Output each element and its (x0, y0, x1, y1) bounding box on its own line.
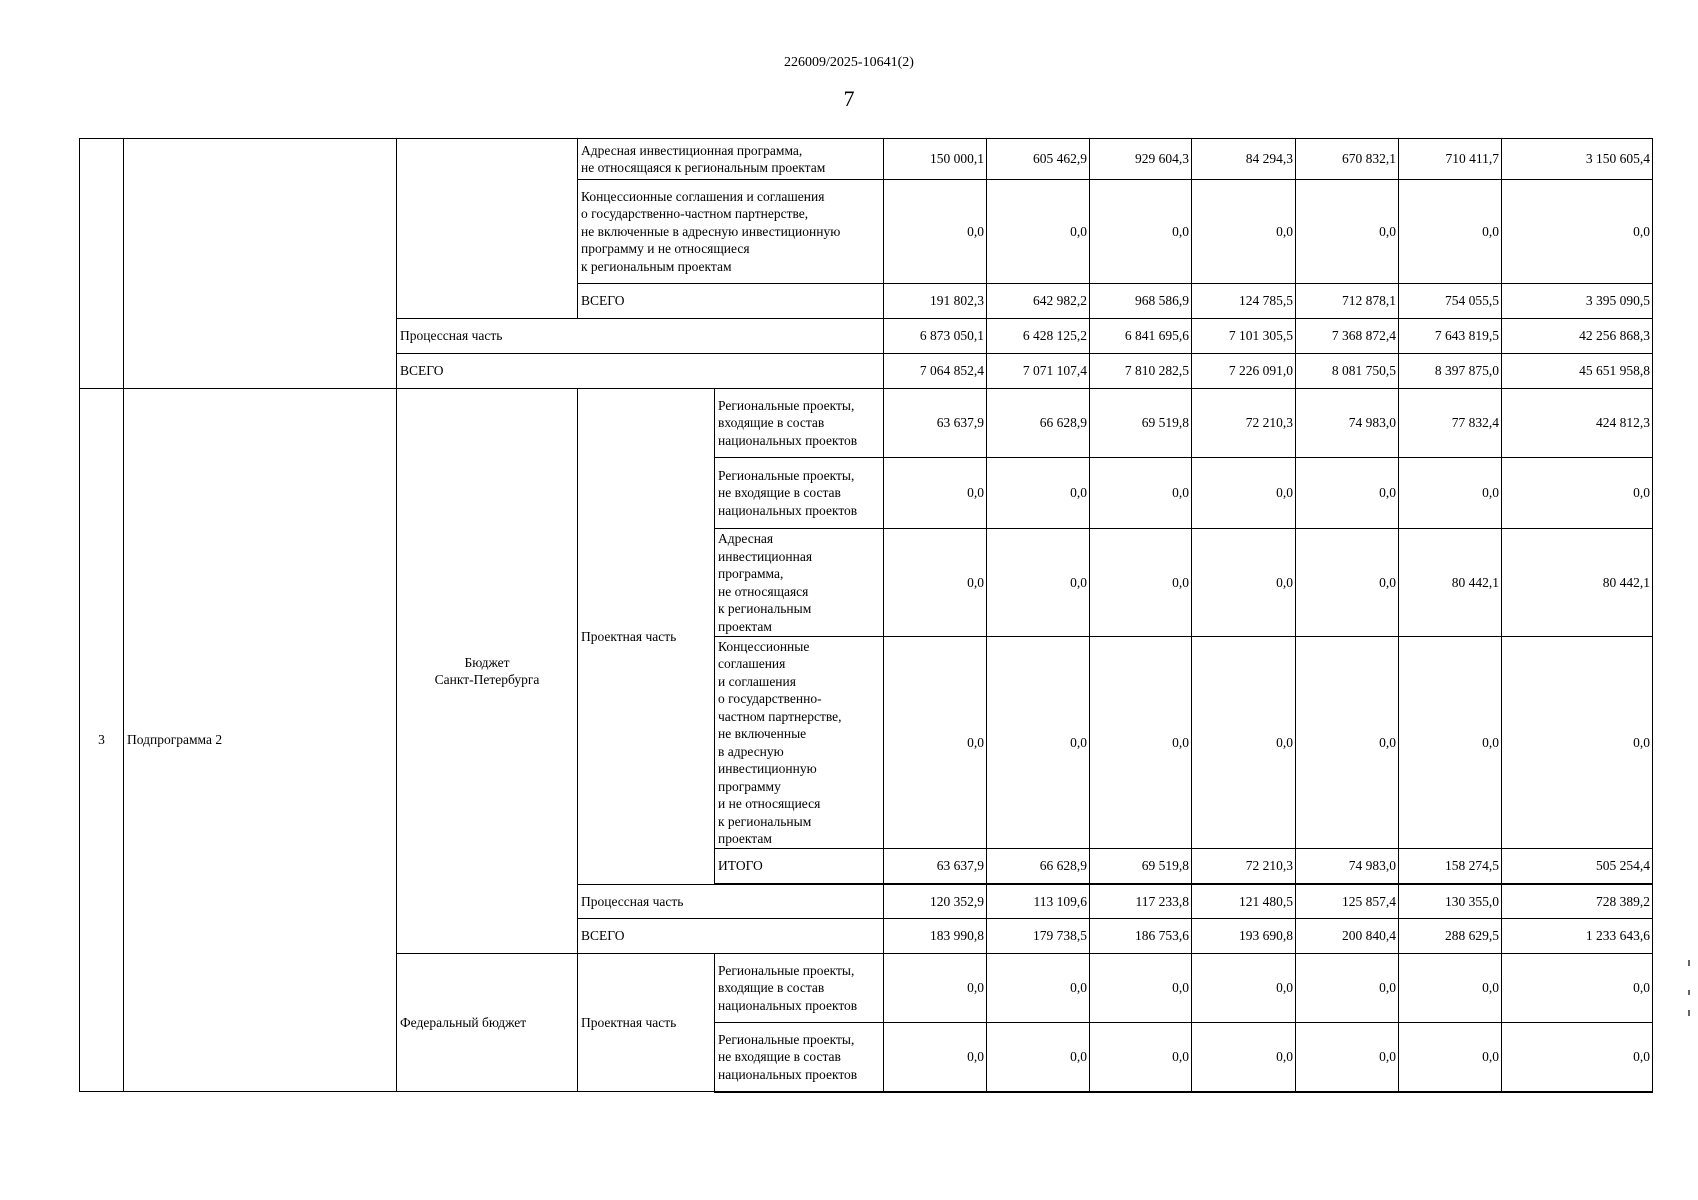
value-cell: 728 389,2 (1502, 885, 1653, 919)
value-cell: 0,0 (1399, 458, 1502, 529)
value-cell: 186 753,6 (1090, 919, 1192, 954)
row-label: ВСЕГО (578, 284, 884, 319)
value-cell: 605 462,9 (987, 139, 1090, 180)
value-cell: 0,0 (884, 954, 987, 1023)
value-cell: 63 637,9 (884, 389, 987, 458)
value-cell: 193 690,8 (1192, 919, 1296, 954)
value-cell: 505 254,4 (1502, 849, 1653, 884)
value-cell: 0,0 (884, 529, 987, 637)
value-cell: 0,0 (1192, 180, 1296, 284)
scan-mark (1688, 960, 1690, 966)
value-cell: 7 064 852,4 (884, 354, 987, 389)
value-cell: 74 983,0 (1296, 389, 1399, 458)
value-cell: 8 397 875,0 (1399, 354, 1502, 389)
value-cell: 0,0 (1296, 180, 1399, 284)
source-cell: Бюджет Санкт-Петербурга (397, 389, 578, 954)
value-cell: 42 256 868,3 (1502, 319, 1653, 354)
value-cell: 0,0 (1296, 1023, 1399, 1092)
value-cell: 929 604,3 (1090, 139, 1192, 180)
row-label: ИТОГО (715, 849, 884, 884)
row-label: ВСЕГО (397, 354, 884, 389)
budget-table (79, 138, 1653, 1093)
value-cell: 0,0 (1502, 637, 1653, 849)
value-cell: 80 442,1 (1399, 529, 1502, 637)
value-cell: 0,0 (1192, 954, 1296, 1023)
value-cell: 0,0 (884, 180, 987, 284)
row-label: ВСЕГО (578, 919, 884, 954)
scan-mark (1688, 1010, 1690, 1016)
value-cell: 1 233 643,6 (1502, 919, 1653, 954)
value-cell: 0,0 (1502, 1023, 1653, 1092)
value-cell: 710 411,7 (1399, 139, 1502, 180)
value-cell: 0,0 (1090, 458, 1192, 529)
value-cell: 0,0 (1399, 637, 1502, 849)
value-cell: 0,0 (1090, 1023, 1192, 1092)
value-cell: 183 990,8 (884, 919, 987, 954)
row-label: Региональные проекты, не входящие в состав национальных проектов (715, 1023, 884, 1092)
value-cell: 6 428 125,2 (987, 319, 1090, 354)
value-cell: 200 840,4 (1296, 919, 1399, 954)
row-number-cell (80, 139, 124, 389)
value-cell: 7 368 872,4 (1296, 319, 1399, 354)
row-number-cell: 3 (80, 389, 124, 1092)
value-cell: 0,0 (987, 458, 1090, 529)
value-cell: 0,0 (987, 954, 1090, 1023)
value-cell: 6 873 050,1 (884, 319, 987, 354)
document-number: 226009/2025-10641(2) (784, 55, 914, 70)
value-cell: 0,0 (1192, 637, 1296, 849)
value-cell: 63 637,9 (884, 849, 987, 884)
value-cell: 0,0 (884, 458, 987, 529)
value-cell: 0,0 (1502, 954, 1653, 1023)
value-cell: 0,0 (1296, 954, 1399, 1023)
value-cell: 3 150 605,4 (1502, 139, 1653, 180)
value-cell: 0,0 (987, 637, 1090, 849)
value-cell: 179 738,5 (987, 919, 1090, 954)
value-cell: 6 841 695,6 (1090, 319, 1192, 354)
page-number: 7 (843, 86, 855, 111)
value-cell: 0,0 (1090, 529, 1192, 637)
value-cell: 150 000,1 (884, 139, 987, 180)
row-label: Концессионные соглашения и соглашения о государственно- частном партнерстве, не включенные в адресную инвестиционную программу и не относящиеся к региональным проектам (715, 637, 884, 849)
value-cell: 0,0 (884, 1023, 987, 1092)
value-cell: 158 274,5 (1399, 849, 1502, 884)
value-cell: 191 802,3 (884, 284, 987, 319)
value-cell: 7 643 819,5 (1399, 319, 1502, 354)
source-cell: Федеральный бюджет (397, 954, 578, 1092)
value-cell: 124 785,5 (1192, 284, 1296, 319)
row-label: Адресная инвестиционная программа, не относящаяся к региональным проектам (715, 529, 884, 637)
value-cell: 0,0 (1192, 529, 1296, 637)
value-cell: 8 081 750,5 (1296, 354, 1399, 389)
value-cell: 66 628,9 (987, 849, 1090, 884)
value-cell: 288 629,5 (1399, 919, 1502, 954)
value-cell: 3 395 090,5 (1502, 284, 1653, 319)
value-cell: 0,0 (1090, 180, 1192, 284)
value-cell: 125 857,4 (1296, 885, 1399, 919)
value-cell: 77 832,4 (1399, 389, 1502, 458)
value-cell: 0,0 (1502, 180, 1653, 284)
program-name-cell (124, 139, 397, 389)
row-label: Процессная часть (397, 319, 884, 354)
value-cell: 74 983,0 (1296, 849, 1399, 884)
value-cell: 7 226 091,0 (1192, 354, 1296, 389)
table-row (80, 139, 1653, 180)
value-cell: 670 832,1 (1296, 139, 1399, 180)
value-cell: 712 878,1 (1296, 284, 1399, 319)
row-label: Региональные проекты, не входящие в состав национальных проектов (715, 458, 884, 529)
value-cell: 130 355,0 (1399, 885, 1502, 919)
value-cell: 0,0 (1192, 458, 1296, 529)
program-name-cell: Подпрограмма 2 (124, 389, 397, 1092)
row-label: Концессионные соглашения и соглашения о государственно-частном партнерстве, не включенные в адресную инвестиционную программу и не относящиеся к региональным проектам (578, 180, 884, 284)
value-cell: 0,0 (1090, 637, 1192, 849)
value-cell: 642 982,2 (987, 284, 1090, 319)
value-cell: 0,0 (1296, 529, 1399, 637)
value-cell: 0,0 (1192, 1023, 1296, 1092)
value-cell: 66 628,9 (987, 389, 1090, 458)
value-cell: 0,0 (987, 180, 1090, 284)
value-cell: 45 651 958,8 (1502, 354, 1653, 389)
table-row (80, 389, 1653, 458)
value-cell: 0,0 (987, 529, 1090, 637)
value-cell: 968 586,9 (1090, 284, 1192, 319)
value-cell: 80 442,1 (1502, 529, 1653, 637)
value-cell: 0,0 (1399, 1023, 1502, 1092)
value-cell: 7 810 282,5 (1090, 354, 1192, 389)
value-cell: 0,0 (1399, 180, 1502, 284)
value-cell: 113 109,6 (987, 885, 1090, 919)
value-cell: 121 480,5 (1192, 885, 1296, 919)
row-label: Региональные проекты, входящие в состав национальных проектов (715, 954, 884, 1023)
value-cell: 7 071 107,4 (987, 354, 1090, 389)
value-cell: 0,0 (884, 637, 987, 849)
value-cell: 69 519,8 (1090, 849, 1192, 884)
value-cell: 84 294,3 (1192, 139, 1296, 180)
part-cell: Проектная часть (578, 954, 715, 1092)
value-cell: 0,0 (1399, 954, 1502, 1023)
value-cell: 69 519,8 (1090, 389, 1192, 458)
part-cell: Проектная часть (578, 389, 715, 885)
value-cell: 0,0 (1296, 637, 1399, 849)
value-cell: 754 055,5 (1399, 284, 1502, 319)
value-cell: 72 210,3 (1192, 849, 1296, 884)
value-cell: 0,0 (1090, 954, 1192, 1023)
value-cell: 424 812,3 (1502, 389, 1653, 458)
value-cell: 0,0 (987, 1023, 1090, 1092)
value-cell: 120 352,9 (884, 885, 987, 919)
value-cell: 7 101 305,5 (1192, 319, 1296, 354)
value-cell: 0,0 (1296, 458, 1399, 529)
value-cell: 72 210,3 (1192, 389, 1296, 458)
source-cell (397, 139, 578, 319)
row-label: Региональные проекты, входящие в состав национальных проектов (715, 389, 884, 458)
row-label: Процессная часть (578, 885, 884, 919)
scan-mark (1688, 990, 1690, 995)
value-cell: 0,0 (1502, 458, 1653, 529)
value-cell: 117 233,8 (1090, 885, 1192, 919)
row-label: Адресная инвестиционная программа, не относящаяся к региональным проектам (578, 139, 884, 180)
